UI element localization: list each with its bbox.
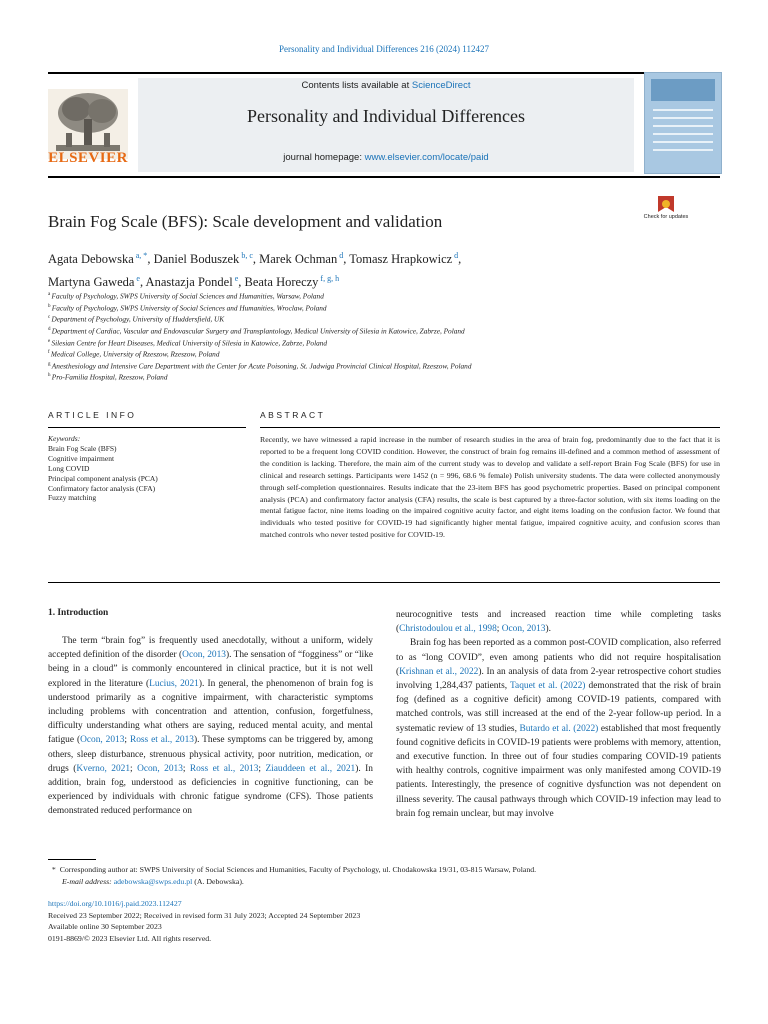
header-rule-bottom — [48, 176, 720, 178]
right-column — [396, 608, 721, 821]
keyword: Cognitive impairment — [48, 453, 115, 463]
citation-link[interactable]: Ocon, 2013 — [80, 735, 125, 746]
contents-prefix: Contents lists available at — [301, 80, 412, 91]
author-affiliation-marker[interactable]: b, c — [239, 251, 253, 260]
citation-link[interactable]: Ocon, 2013 — [137, 763, 183, 774]
affiliation — [48, 348, 728, 360]
citation-link[interactable]: Ross et al., 2013 — [129, 735, 194, 746]
check-for-updates-icon[interactable] — [646, 194, 686, 230]
body-text: established that most frequently found cognitive deficits in COVID-19 patients were problems with memory, attention, and executive function. In three out of four studies comparing COVID-19 patients with healthy controls, cognitive impairment was only manifested among COVID-19 patients. Interestingly, the presence of cognitive dysfunction was not dependent on illness severity. The causal pathways through which COVID-19 infection may lead to brain fog remain unclear, but may involve — [396, 723, 721, 819]
author-separator: , — [252, 252, 260, 267]
body-text: ; — [258, 763, 266, 774]
cover-title-block — [651, 79, 715, 101]
affiliation — [48, 337, 728, 349]
affiliation-text: Medical College, University of Rzeszow, Rzeszow, Poland — [50, 349, 220, 359]
paragraph — [48, 634, 373, 819]
article-title: Brain Fog Scale (BFS): Scale development and validation — [48, 212, 443, 231]
affiliation-text: Faculty of Psychology, SWPS University of Social Sciences and Humanities, Wroclaw, Poland — [51, 303, 327, 313]
cover-line — [653, 149, 713, 151]
body-text: ; — [124, 735, 130, 746]
author-name: Marek Ochman — [259, 252, 338, 267]
affiliation-text: Pro-Familia Hospital, Rzeszow, Poland — [51, 372, 168, 382]
citation-link[interactable]: Krishnan et al., 2022 — [399, 666, 479, 677]
received-dates: Received 23 September 2022; Received in revised form 31 July 2023; Accepted 24 September 2023 — [48, 910, 361, 920]
citation-link[interactable]: Christodoulou et al., 1998 — [399, 624, 497, 635]
available-date: Available online 30 September 2023 — [48, 922, 162, 931]
affiliation — [48, 302, 728, 314]
doi-link[interactable]: https://doi.org/10.1016/j.paid.2023.112427 — [48, 899, 182, 908]
citation-link[interactable]: Kverno, 2021 — [76, 763, 131, 774]
citation-link[interactable]: Ocon, 2013 — [501, 624, 546, 635]
body-text: Brain fog has been reported as a common post-COVID complication, also referred to as “long COVID”, even among patients who did not require hospitalisation ( — [396, 638, 721, 677]
footnote-rule — [48, 859, 96, 860]
body-text: neurocognitive tests and increased reaction time while completing tasks ( — [396, 610, 721, 635]
abstract-heading: ABSTRACT — [260, 410, 326, 420]
affiliation-marker: a — [48, 292, 52, 297]
author-affiliation-marker[interactable]: d — [337, 251, 344, 260]
body-text: ; — [496, 624, 502, 635]
body-text: The term “brain fog” is frequently used anecdotally, without a uniform, widely accepted definition of the disorder ( — [48, 636, 373, 661]
affiliation-marker: h — [48, 373, 52, 379]
body-text: ). — [545, 624, 551, 635]
affiliation-marker: d — [48, 326, 52, 332]
author-name: Anastazja Pondel — [145, 275, 233, 290]
body-text: ). In general, the phenomenon of brain fog is understood primarily as a cognitive impairment, with characteristic symptoms including problems with concentration and attention, confusion, forgetfulness, difficulty understanding what others are saying, reduced mental acuity, and mental fatigue ( — [48, 678, 373, 746]
publication-info — [48, 898, 728, 944]
paragraph — [396, 636, 721, 821]
corresponding-author-note: Corresponding author at: SWPS University of Social Sciences and Humanities, Faculty of Psychology, ul. Chodakowska 19/31, 03-815 Warsaw, Poland. — [59, 865, 537, 874]
citation-link[interactable]: Ross et al., 2013 — [189, 763, 259, 774]
homepage-prefix: journal homepage: — [283, 152, 365, 163]
section-rule — [260, 427, 720, 428]
body-text: demonstrated that the risk of brain fog (defined as a cognitive deficit) among COVID-19 patients, compared with matched controls, was still increased at the end of the 2-year follow-up period. In a systematic review of 13 studies, — [396, 681, 721, 734]
body-text: ). These symptoms can be triggered by, among others, sleep disturbance, strenuous physical activity, poor nutrition, medication, or drugs ( — [48, 735, 373, 774]
article-info-heading: ARTICLE INFO — [48, 410, 137, 420]
check-for-updates-label[interactable]: Check for updates — [643, 214, 689, 220]
author-name: Martyna Gaweda — [48, 275, 135, 290]
affiliation-marker: e — [48, 338, 52, 344]
affiliation — [48, 325, 728, 337]
affiliation-text: Department of Cardiac, Vascular and Endovascular Surgery and Transplantology, Medical University of Silesia in Katowice, Zabrze, Poland — [51, 326, 465, 336]
author-separator: , — [238, 275, 245, 290]
homepage-line — [138, 152, 634, 163]
keyword: Long COVID — [48, 463, 90, 473]
header-rule — [48, 72, 720, 74]
cover-line — [653, 141, 713, 143]
citation-link[interactable]: Ziauddeen et al., 2021 — [265, 763, 356, 774]
homepage-link[interactable]: www.elsevier.com/locate/paid — [364, 152, 489, 163]
affiliation-marker: f — [48, 350, 51, 356]
affiliation-text: Faculty of Psychology, SWPS University of Social Sciences and Humanities, Warsaw, Poland — [51, 291, 324, 301]
cover-line — [653, 125, 713, 127]
affiliation — [48, 313, 728, 325]
affiliation-text: Anesthesiology and Intensive Care Department with the Center for Acute Poisoning, St. Jadwiga Provincial Clinical Hospital, Rzeszow, Poland — [51, 361, 472, 371]
copyright: 0191-8869/© 2023 Elsevier Ltd. All rights reserved. — [48, 933, 212, 943]
abstract-text: Recently, we have witnessed a rapid increase in the number of research studies in the area of brain fog, predominantly due to the fact that it is reported to be a frequent long COVID condition. However, the construct of brain fog remains ill-defined and a common method of assessment of the condition is lacking. Therefore, the main aim of the current study was to develop and validate a self-report Brain Fog Scale (BFS) for use in clinical and research settings. Participants were 1452 (n = 996, 68.6 % female) Polish university students. The data were collected anonymously through self-completion questionnaires. Results indicate that the 23-item BFS has good psychometric properties. Based on principal component analysis (PCA) and confirmatory factor analysis (CFA) results, the scale is best captured by a three-factor solution, with six items loading on the mental fatigue factor, nine items loading on the impaired cognitive acuity factor, and eight items loading on the confusion factor. We found that individuals who tested positive for COVID-19 had significantly higher mental fatigue, impaired cognitive acuity, and confusion scores than matched controls who never tested positive for COVID-19. — [260, 435, 720, 540]
author-affiliation-marker[interactable]: d — [452, 251, 459, 260]
affiliation-marker: b — [48, 303, 52, 309]
author-affiliation-marker[interactable]: e — [232, 274, 239, 284]
keywords-list — [48, 444, 246, 503]
body-text: ). In addition, brain fog, understood as deficiencies in cognitive functioning, can be experienced by individuals with chronic fatigue syndrome (CFS). Those patients demonstrated reduced performance on — [48, 763, 373, 817]
affiliation-list — [48, 290, 728, 383]
author-list — [48, 246, 728, 292]
cover-line — [653, 109, 713, 111]
email-label: E-mail address: — [62, 876, 112, 886]
author-affiliation-marker[interactable]: a, * — [133, 251, 148, 260]
publisher-name: ELSEVIER — [48, 150, 128, 166]
author-separator: , — [343, 252, 350, 267]
author-name: Beata Horeczy — [244, 275, 319, 290]
section-rule — [48, 582, 720, 583]
author-affiliation-marker[interactable]: e — [134, 274, 140, 284]
section-rule — [48, 427, 246, 428]
body-text: ; — [182, 763, 190, 774]
contents-line — [138, 80, 634, 91]
keyword: Fuzzy matching — [48, 493, 97, 503]
affiliation-text: Silesian Centre for Heart Diseases, Medical University of Silesia in Katowice, Zabrze, Poland — [51, 337, 328, 347]
author-name: Daniel Boduszek — [153, 252, 240, 267]
affiliation — [48, 371, 728, 383]
affiliation-marker: g — [48, 361, 52, 367]
author-separator: , — [139, 275, 146, 290]
cover-line — [653, 133, 713, 135]
affiliation-text: Department of Psychology, University of Huddersfield, UK — [51, 314, 225, 324]
author-affiliation-marker[interactable]: f, g, h — [318, 274, 340, 284]
journal-title: Personality and Individual Differences — [246, 106, 526, 126]
keyword: Principal component analysis (PCA) — [48, 473, 158, 483]
keywords-label: Keywords: — [48, 434, 81, 443]
author-name: Tomasz Hrapkowicz — [349, 252, 453, 267]
journal-reference[interactable]: Personality and Individual Differences 216 (2024) 112427 — [279, 44, 489, 54]
email-link[interactable]: adebowska@swps.edu.pl — [113, 876, 193, 886]
footnote: * Corresponding author at: SWPS University of Social Sciences and Humanities, Faculty of Psychology, ul. Chodakowska 19/31, 03-815 Warsaw, Poland. E-mail address: adebowska@swps.edu.pl (A. Debowska). — [48, 865, 537, 886]
paragraph — [396, 608, 721, 636]
keyword: Confirmatory factor analysis (CFA) — [48, 483, 156, 493]
author-separator: , — [147, 252, 154, 267]
sciencedirect-link[interactable]: ScienceDirect — [411, 80, 471, 91]
introduction-heading: 1. Introduction — [48, 608, 109, 618]
citation-link[interactable]: Ocon, 2013 — [182, 650, 226, 661]
body-text: ). In an analysis of data from 2-year retrospective cohort studies involving 1,284,437 patients, — [396, 666, 721, 692]
citation-link[interactable]: Taquet et al. (2022) — [509, 681, 586, 692]
cover-line — [653, 117, 713, 119]
affiliation-marker: c — [48, 315, 52, 321]
email-owner: (A. Debowska). — [192, 876, 244, 886]
keywords-block — [48, 434, 246, 503]
author-separator: , — [458, 252, 462, 267]
journal-cover-thumbnail — [644, 72, 722, 174]
left-column — [48, 634, 373, 819]
body-text: ). The sensation of “fogginess” or “like being in a cloud” is commonly encountered in clinical practice, but it is not well explored in the literature ( — [48, 650, 374, 689]
keyword: Brain Fog Scale (BFS) — [48, 443, 117, 453]
body-text: ; — [130, 763, 138, 774]
affiliation — [48, 360, 728, 372]
affiliation — [48, 290, 728, 302]
citation-link[interactable]: Butardo et al. (2022) — [519, 723, 599, 734]
citation-link[interactable]: Lucius, 2021 — [149, 678, 199, 689]
author-name: Agata Debowska — [48, 252, 134, 267]
